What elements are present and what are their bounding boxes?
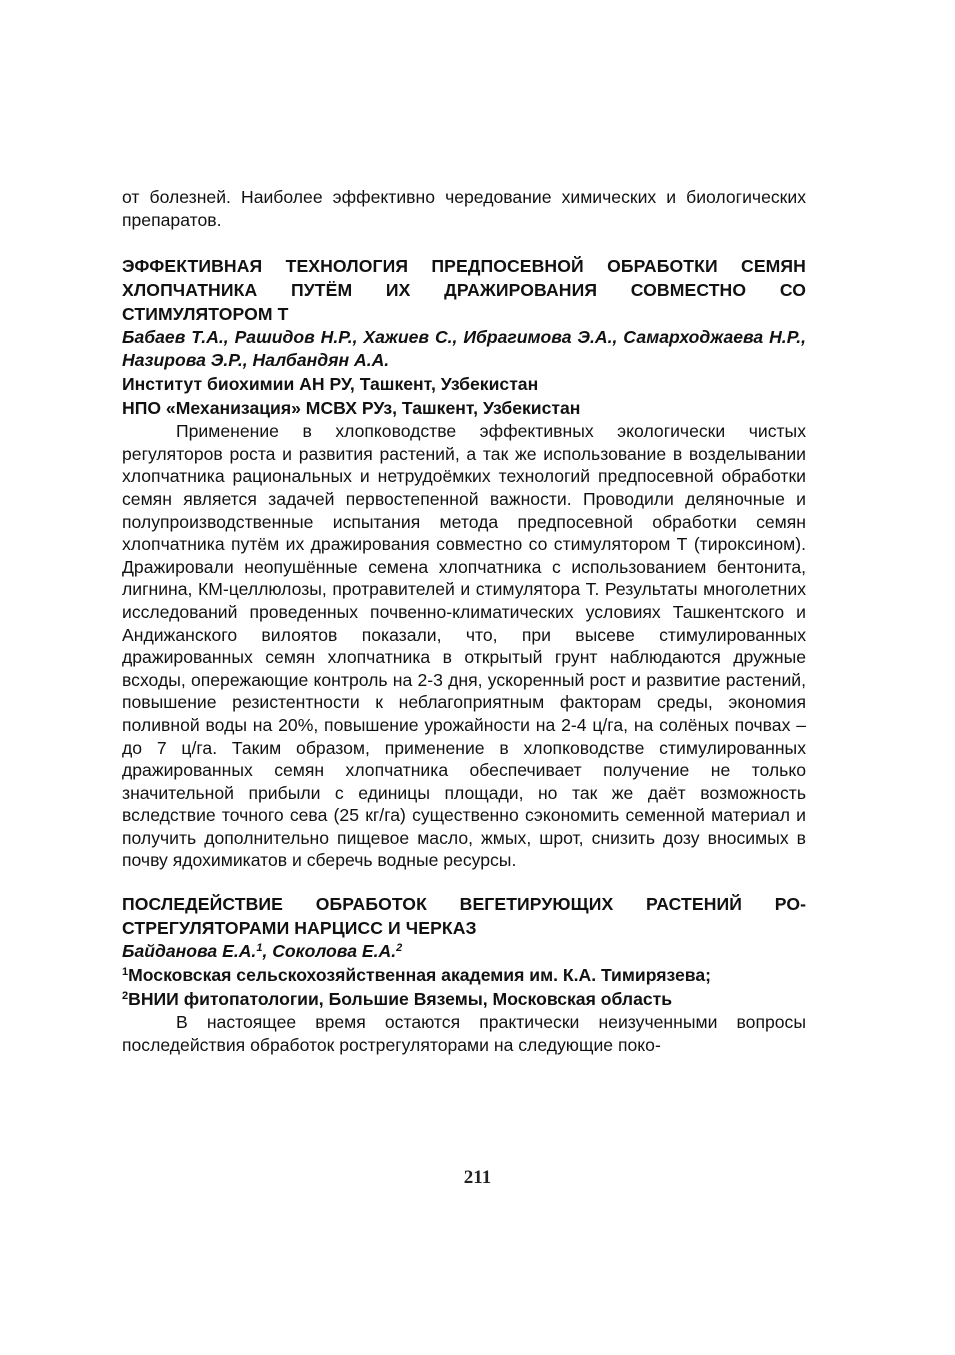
article-1-body: Применение в хлопководстве эффективных экологически чистых регуляторов роста и развития растений, а так же использование в возделывании хлопчатника рациональных и нетрудоёмких технологий предпосевной обработки семян является задачей первостепенной важности. Проводили деляночные и полупроизводственные испытания метода предпосевной обработки семян хлопчатника путём их дражирования совместно со стимулятором Т (тироксином). Дражировали неопушённые семена хлопчатника с использованием бентонита, лигнина, КМ-целлюлозы, протравителей и стимулятора Т. Результаты многолетних исследований проведенных почвенно-климатических условиях Ташкентского и Андижанского вилоятов показали, что, при высеве стимулированных дражированных семян хлопчатника в открытый грунт наблюдаются дружные всходы, опережающие контроль на 2-3 дня, ускоренный рост и развитие растений, повышение резистентности к неблагоприятным факторам среды, экономия поливной воды на 20%, повышение урожайности на 2-4 ц/га, на солёных почвах – до 7 ц/га. Таким образом, применение в хлопководстве стимулированных дражированных семян хлопчатника обеспечивает получение не только значительной прибыли с единицы площади, но так же даёт возможность вследствие точного сева (25 кг/га) существенно сэкономить семенной материал и получить дополнительно пищевое масло, жмых, шрот, снизить дозу вносимых в почву ядохимикатов и сберечь водные ресурсы. [122,421,806,871]
section-gap [122,231,806,254]
article-2-authors [122,940,806,963]
article-1 [122,254,806,872]
article-1-affiliation-2: НПО «Механизация» МСВХ РУз, Ташкент, Узбекистан [122,398,581,419]
affiliation-mark: 1 [122,966,129,979]
article-1-affiliation-1: Институт биохимии АН РУ, Ташкент, Узбекистан [122,374,539,395]
page-number: 211 [463,1167,492,1188]
author-name: Соколова Е.А. [272,941,397,962]
article-2-title: ПОСЛЕДЕЙСТВИЕ ОБРАБОТОК ВЕГЕТИРУЮЩИХ РАСТЕНИЙ РОСТРЕГУЛЯТОРАМИ НАРЦИСС И ЧЕРКАЗ [122,894,806,939]
affiliation-mark: 2 [122,990,129,1003]
article-1-authors: Бабаев Т.А., Рашидов Н.Р., Хажиев С., Ибрагимова Э.А., Самарходжаева Н.Р., Назирова Э.Р., Налбандян А.А. [122,327,806,371]
article-1-title: ЭФФЕКТИВНАЯ ТЕХНОЛОГИЯ ПРЕДПОСЕВНОЙ ОБРАБОТКИ СЕМЯН ХЛОПЧАТНИКА ПУТЁМ ИХ ДРАЖИРОВАНИЯ СОВМЕСТНО СО СТИМУЛЯТОРОМ Т [122,256,806,325]
section-gap [122,872,806,892]
affiliation-text: ВНИИ фитопатологии, Большие Вяземы, Московская область [128,989,673,1010]
article-2 [122,892,806,1056]
article-2-affiliation-2 [122,987,806,1011]
article-2-affiliation-1 [122,963,806,987]
page-content [122,186,806,1056]
author-name: Байданова Е.А. [122,941,257,962]
author-affiliation-mark: 1 [256,942,263,955]
author-affiliation-mark: 2 [396,942,403,955]
affiliation-text: Московская сельскохозяйственная академия им. К.А. Тимирязева; [128,965,712,986]
top-paragraph: от болезней. Наиболее эффективно чередование химических и биологических препаратов. [122,187,806,230]
article-2-body: В настоящее время остаются практически неизученными вопросы последействия обработок рострегуляторами на следующие поко- [122,1012,806,1055]
author-separator: , [262,941,273,962]
